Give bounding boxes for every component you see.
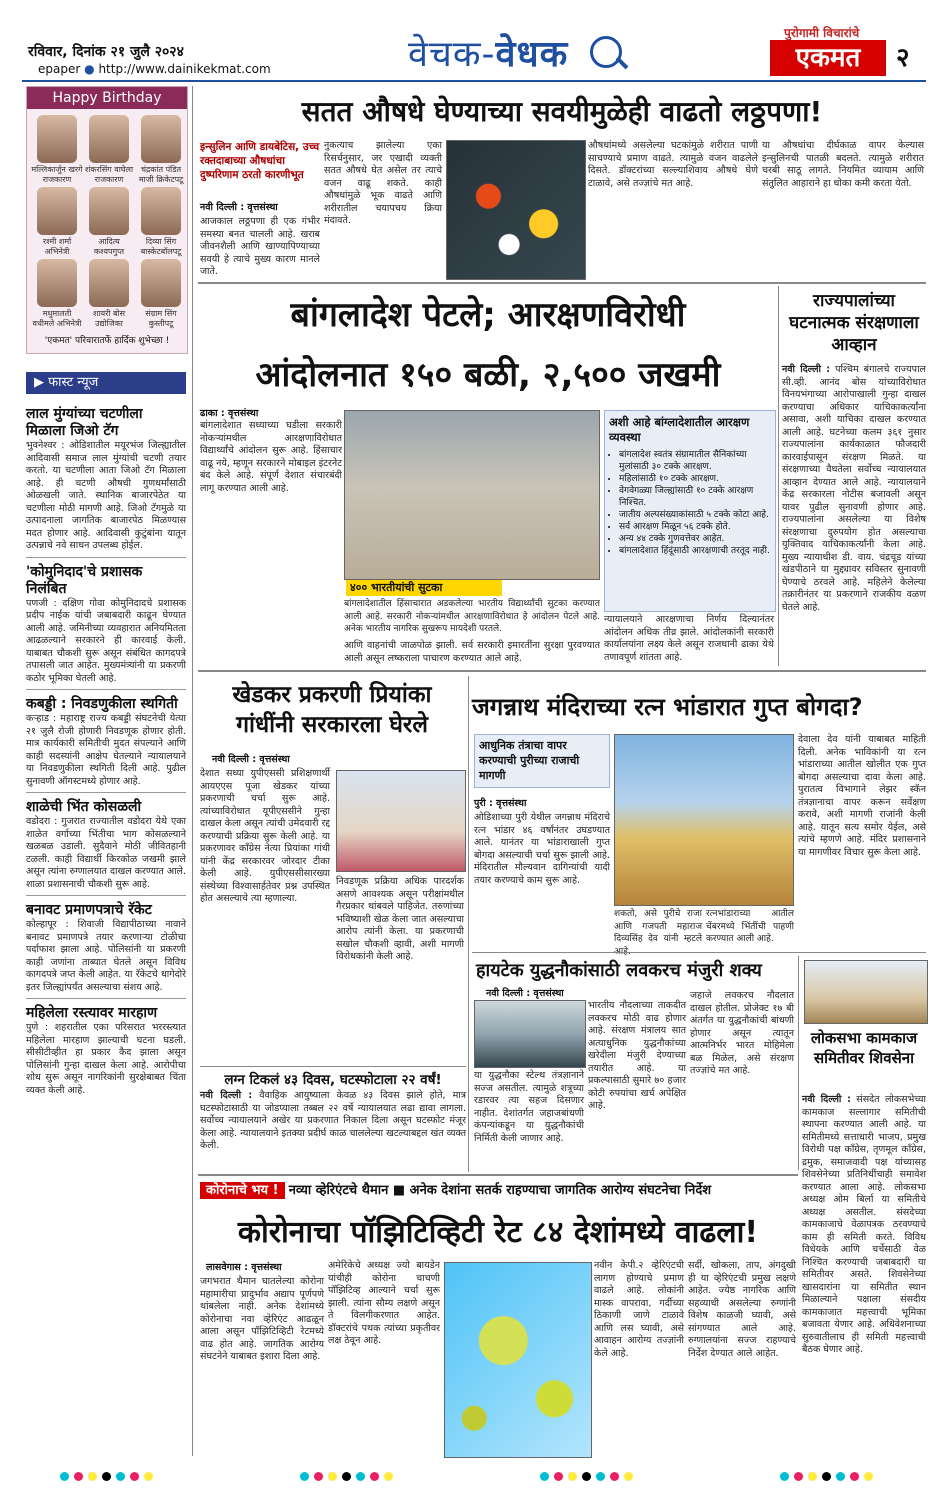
registration-dot (568, 1472, 577, 1481)
registration-dot (540, 1472, 549, 1481)
box-list-item: • बांगलादेशात हिंदूंसाठी आरक्षणाची तरतूद नाही. (619, 545, 775, 557)
fast-news-column (26, 400, 186, 1460)
news-separator (26, 895, 186, 896)
header-rule (22, 80, 926, 82)
birthday-photo (37, 115, 77, 163)
box-title: अशी आहे बांग्लादेशातील आरक्षण व्यवस्था (609, 415, 750, 444)
birthday-name: मधुमालती वधीमले अभिनेत्री (32, 309, 82, 328)
registration-dot (60, 1472, 69, 1481)
box-list-item: • सर्व आरक्षण मिळून ५६ टक्के होते. (619, 521, 775, 533)
rule-7v (798, 956, 799, 1170)
color-registration-bar (0, 1470, 945, 1484)
story8-col3: नवीन केपी.२ व्हेरिएंटची लागण होण्याचे प्रमाण वाढले आहे. लोकांनी मास्क वापरावा, गर्दीच्या ठिकाणी जाणे टाळावे आणि लस घ्यावी, असे आवाहन आरोग्य तज्ज्ञांनी केले आहे. (594, 1260, 684, 1359)
story5-caption-right: रत्नभांडाराच्या आतील चेंबरमध्ये भिंतींची पाहणी करण्यात आली आहे. (706, 909, 794, 944)
news-separator (26, 557, 186, 558)
story8-col1: जगभरात थैमान घातलेल्या कोरोना महामारीचा प्रादुर्भाव अद्याप पूर्णपणे थांबलेला नाही. अनेक देशांमध्ये कोरोनाचा नवा व्हेरिएंट आढळून आला असून पॉझिटिव्हिटी रेटमध्ये वाढ होत आहे. जागतिक आरोग्य संघटनेने याबाबत इशारा दिला आहे. (200, 1276, 324, 1362)
story1-col2: नुकत्याच झालेल्या एका रिसर्चनुसार, जर एखादी व्यक्ती सतत औषधे घेत असेल तर त्याचे वजन वाढू शकते. काही औषधांमुळे भूक वाढते आणि शरीरातील चयापचय क्रिया मंदावते. (324, 140, 442, 226)
story1-headline: सतत औषधे घेण्याच्या सवयीमुळेही वाढतो लठ्ठपणा! (301, 95, 823, 128)
registration-dot (328, 1472, 337, 1481)
story3-body: नवी दिल्ली : पश्चिम बंगालचे राज्यपाल सी.व्ही. आनंद बोस यांच्याविरोधात विनयभंगाच्या आरोपाखाली गुन्हा दाखल करण्याचा अधिकार याचिकाकर्त्यांना असावा, अशी याचिका दाखल करण्यात आली आहे. घटनेच्या कलम ३६१ नुसार राज्यपालांना कार्यकाळात फौजदारी कारवाईपासून संरक्षण मिळते. या संरक्षणाच्या वैधतेला सर्वोच्च न्यायालयात आव्हान देण्यात आले आहे. न्यायालयाने केंद्र सरकारला नोटीस बजावली असून यावर पुढील सुनावणी होणार आहे. राज्यपालांना असलेल्या या विशेष संरक्षणाचा दुरुपयोग होत असल्याचा युक्तिवाद याचिकाकर्त्यांनी केला आहे. मुख्य न्यायाधीश डी. वाय. चंद्रचूड यांच्या खंडपीठाने या मुद्द्यावर सविस्तर सुनावणी घेण्याचे ठरवले आहे. महिलेने केलेल्या तक्रारीनंतर या प्रकरणाने राजकीय वळण घेतले आहे. (782, 364, 926, 613)
birthday-photo (141, 115, 181, 163)
registration-dot (88, 1472, 97, 1481)
story4-dateline: नवी दिल्ली : वृत्तसंस्था (212, 754, 290, 765)
story4-col1: देशात सध्या युपीएससी प्रशिक्षणार्थी आयएएस पूजा खेडकर यांच्या प्रकरणाची चर्चा सुरू आहे. त्यांच्याविरोधात यूपीएससीने गुन्हा दाखल केला असून त्यांची उमेदवारी रद्द करण्याची प्रक्रिया सुरू केली आहे. या प्रकरणावर काँग्रेस नेत्या प्रियांका गांधी यांनी केंद्र सरकारवर जोरदार टीका केली आहे. युपीएससीसारख्या संस्थेच्या विश्वासार्हतेवर प्रश्न उपस्थित होत असल्याचे त्या म्हणाल्या. (200, 768, 330, 904)
fast-news-body: कऱ्हाड : महाराष्ट्र राज्य कबड्डी संघटनेची येत्या २१ जुलै रोजी होणारी निवडणूक होणार होती. मात्र कार्यकारी समितीची मुदत संपल्याने आणि काही सदस्यांनी आक्षेप घेतल्याने न्यायालयाने या निवडणुकीला स्थगिती दिली आहे. पुढील सुनावणी ऑगस्टमध्ये होणार आहे. (26, 713, 186, 787)
story1-dateline: नवी दिल्ली : वृत्तसंस्था (200, 202, 278, 213)
story5-col2: देवाला देव यांनी याबाबत माहिती दिली. अनेक भाविकांनी या रत्न भांडाराच्या आतील खोलीत एक गुप्त बोगदा असल्याचा दावा केला आहे. पुरातत्व विभागाने लेझर स्कॅन तंत्रज्ञानाचा वापर करून सर्वेक्षण करावे, अशी मागणी राजांनी केली आहे. यातून सत्य समोर येईल, असे त्यांचे म्हणणे आहे. मंदिर प्रशासनाने या मागणीवर विचार सुरू केला आहे. (798, 734, 926, 858)
story4-bottom-body: नवी दिल्ली : वैवाहिक आयुष्याला केवळ ४३ दिवस झाले होते, मात्र घटस्फोटासाठी या जोडप्याला तब्बल २२ वर्षे न्यायालयात लढा द्यावा लागला. सर्वोच्च न्यायालयाने अखेर या प्रकरणात निकाल दिला असून घटस्फोट मंजूर केला आहे. न्यायालयाने इतक्या प्रदीर्घ काळ चाललेल्या खटल्याबद्दल खंत व्यक्त केली. (200, 1090, 466, 1151)
registration-dot (780, 1472, 789, 1481)
story5-caption-left: शकतो, असे पुरीचे राजा आणि गजपती महाराज दिव्यसिंह देव यांनी म्हटले (614, 909, 702, 944)
bangladesh-protest-photo (344, 410, 600, 580)
story5-col1: ओडिशाच्या पुरी येथील जगन्नाथ मंदिराचे रत्न भांडार ४६ वर्षांनंतर उघडण्यात आले. यानंतर या भांडाराखाली गुप्त बोगदा असल्याची चर्चा सुरू झाली आहे. मंदिरातील मौल्यवान दागिन्यांची यादी तयार करण्याचे काम सुरू आहे. (474, 812, 610, 886)
story4-col2: निवडणूक प्रक्रिया अधिक पारदर्शक असणे आवश्यक असून परीक्षांमधील गैरप्रकार थांबवले पाहिजेत. तरुणांच्या भविष्याशी खेळ केला जात असल्याचा आरोप त्यांनी केला. या प्रकरणाची सखोल चौकशी व्हावी, अशी मागणी विरोधकांनी केली आहे. (336, 876, 464, 962)
registration-dot (74, 1472, 83, 1481)
coronavirus-photo (444, 1262, 592, 1458)
registration-dot (356, 1472, 365, 1481)
rule-5v (468, 676, 469, 1172)
story8-col4: सर्दी, खोकला, ताप, अंगदुखी ही या व्हेरिएंटची प्रमुख लक्षणे आहेत. ज्येष्ठ नागरिक आणि सहव्याधी असलेल्या रुग्णांनी विशेष काळजी घ्यावी, असे सांगण्यात आले आहे. रुग्णालयांना सज्ज राहण्याचे निर्देश देण्यात आले आहेत. (688, 1260, 796, 1359)
birthday-name: रश्मी शर्मा अभिनेत्री (42, 237, 72, 256)
birthday-photo (141, 259, 181, 307)
registration-dot (144, 1472, 153, 1481)
story6-headline: हायटेक युद्धनौकांसाठी लवकरच मंजुरी शक्य (476, 960, 762, 981)
story2-photo-text: बांगलादेशातील हिंसाचारात अडकलेल्या भारतीय विद्यार्थ्यांची सुटका करण्यात आली आहे. सरकारी नोकऱ्यांमधील आरक्षणाविरोधात हे आंदोलन पेटले आहे. अनेक भारतीय नागरिक सुखरूप मायदेशी परतले. (344, 599, 600, 634)
story7-headline: लोकसभा कामकाज समितीवर शिवसेना (810, 1029, 918, 1067)
birthday-name: दिव्या सिंग बास्केटबॉलपटू (140, 237, 182, 256)
jagannath-temple-photo (614, 734, 794, 906)
birthday-name: आदित्य कश्यपगुप्त (93, 237, 125, 256)
corona-ticker (200, 1180, 796, 1202)
box-list-item: • अन्य ४४ टक्के गुणवत्तेवर आहेत. (619, 533, 775, 545)
birthday-photo (89, 115, 129, 163)
fast-news-body: पणजी : दक्षिण गोवा कोमुनिदादचे प्रशासक प्रदीप नाईक यांची जबाबदारी काढून घेण्यात आली आहे. जमिनीच्या व्यवहारात अनियमितता आढळल्याने सरकारने ही कारवाई केली. याबाबत चौकशी सुरू असून संबंधित कागदपत्रे तपासली जात आहेत. मुख्यमंत्र्यांनी या प्रकरणी कठोर भूमिका घेतली आहे. (26, 597, 186, 684)
story1-col1: आजकाल लठ्ठपणा ही एक गंभीर समस्या बनत चालली आहे. खराब जीवनशैली आणि खाण्यापिण्याच्या सवयी हे त्याचे मुख्य कारण मानले जाते. (200, 216, 320, 277)
story6-dateline: नवी दिल्ली : वृत्तसंस्था (486, 988, 564, 999)
rule-4 (200, 1066, 466, 1067)
story2-headline-2: आंदोलनात १५० बळी, २,५०० जखमी (255, 355, 721, 395)
registration-dot (822, 1472, 831, 1481)
story8-dateline: लासवेगास : वृत्तसंस्था (206, 1262, 282, 1273)
birthday-name: शंकरसिंग वाघेला राजकारण (84, 165, 134, 184)
news-separator (26, 792, 186, 793)
story6-col3: जहाजे लवकरच नौदलात दाखल होतील. प्रोजेक्ट १७ बी अंतर्गत या युद्धनौकांची बांधणी होणार असून त्यातून आत्मनिर्भर भारत मोहिमेला बळ मिळेल, असे संरक्षण तज्ज्ञांचे मत आहे. (690, 990, 794, 1076)
fast-news-body: पुणे : शहरातील एका परिसरात भररस्त्यात महिलेला मारहाण झाल्याची घटना घडली. सीसीटीव्हीत हा प्रकार कैद झाला असून पोलिसांनी गुन्हा दाखल केला आहे. आरोपीचा शोध सुरू असून नागरिकांनी सुरक्षेबाबत चिंता व्यक्त केली आहे. (26, 1022, 186, 1096)
ticker-text: नव्या व्हेरिएंटचे थैमान ■ अनेक देशांना सतर्क राहण्याचा जागतिक आरोग्य संघटनेचा निर्देश (288, 1183, 712, 1198)
registration-dot (836, 1472, 845, 1481)
birthday-name: शायरी बोस उद्योजिका (92, 309, 126, 328)
story2-dateline: ढाका : वृत्तसंस्था (200, 408, 259, 419)
fast-news-headline: महिलेला रस्त्यावर मारहाण (26, 1005, 158, 1021)
birthday-wish: 'एकमत' परिवारातर्फे हार्दिक शुभेच्छा ! (44, 336, 170, 346)
story1-col4: या औषधांचा दीर्घकाळ वापर केल्यास इन्सुलिनची पातळी बदलते. त्यामुळे शरीरात चरबी साठू लागते. नियमित व्यायाम आणि संतुलित आहाराने हा धोका कमी करता येतो. (762, 140, 924, 189)
birthday-photo (37, 187, 77, 235)
registration-dot (130, 1472, 139, 1481)
story3-headline: राज्यपालांच्या घटनात्मक संरक्षणाला आव्हान (789, 291, 919, 355)
news-separator (26, 998, 186, 999)
warship-photo (474, 1000, 586, 1068)
rule-6 (472, 952, 926, 953)
story5-subbox: आधुनिक तंत्राचा वापर करण्याची पुरीच्या राजाची मागणी (474, 734, 610, 788)
registration-dot (582, 1472, 591, 1481)
priyanka-gandhi-photo (336, 770, 466, 872)
registration-dot (596, 1472, 605, 1481)
birthday-name: चंद्रकांत पंडित माजी क्रिकेटपटू (138, 165, 184, 184)
section-brand: वेचक-वेधक (408, 34, 569, 75)
birthday-photo (141, 187, 181, 235)
box-list-item: • बांगलादेश स्वतंत्र संग्रामातील सैनिकांच्या मुलांसाठी ३० टक्के आरक्षण. (619, 449, 775, 473)
story5-dateline: पुरी : वृत्तसंस्था (474, 798, 527, 809)
birthday-box (26, 86, 188, 354)
story1-subhead: इन्सुलिन आणि डायबेटिस, उच्च रक्तदाबाच्या औषधांचा दुष्परिणाम ठरतो कारणीभूत (200, 141, 320, 181)
story8-headline: कोरोनाचा पॉझिटिव्हिटी रेट ८४ देशांमध्ये वाढला! (237, 1215, 759, 1250)
story2-col4: न्यायालयाने आरक्षणाचा निर्णय दिल्यानंतर आंदोलन अधिक तीव्र झाले. आंदोलकांनी सरकारी कार्यालयांना लक्ष्य केले असून राजधानी ढाका येथे तणावपूर्ण शांतता आहे. (604, 614, 774, 663)
story2-headline-1: बांगलादेश पेटले; आरक्षणविरोधी (290, 295, 686, 335)
rule-3 (198, 670, 926, 672)
epaper-url[interactable]: epaper ● http://www.dainikekmat.com (38, 62, 271, 76)
page-date: रविवार, दिनांक २१ जुलै २०२४ (28, 44, 184, 60)
fast-news-headline: लाल मुंग्यांच्या चटणीला मिळाला जिओ टॅग (26, 406, 143, 439)
rule-2v (778, 286, 779, 666)
pills-photo (446, 140, 586, 280)
registration-dot (850, 1472, 859, 1481)
story4-headline: खेडकर प्रकरणी प्रियांका गांधींनी सरकारला घेरले (232, 682, 432, 738)
news-separator (26, 689, 186, 690)
registration-dot (314, 1472, 323, 1481)
birthday-name: मल्लिकार्जुन खरगे राजकारण (31, 165, 83, 184)
ticker-tag: कोरोनाचे भय ! (200, 1182, 285, 1199)
registration-dot (794, 1472, 803, 1481)
registration-dot (102, 1472, 111, 1481)
birthday-photo (37, 259, 77, 307)
rule-1 (198, 282, 926, 284)
box-list (605, 449, 775, 557)
registration-dot (370, 1472, 379, 1481)
page-number: २ (896, 43, 910, 73)
fast-news-headline: शाळेची भिंत कोसळली (26, 799, 142, 815)
fast-news-body: भुवनेश्वर : ओडिशातील मयूरभंज जिल्ह्यातील आदिवासी समाज लाल मुंग्यांची चटणी तयार करतो. या चटणीला आता जिओ टॅग मिळाला आहे. ही चटणी औषधी गुणधर्मांसाठी ओळखली जाते. स्थानिक बाजारपेठेत या चटणीला मोठी मागणी आहे. जिओ टॅगमुळे या उत्पादनाला जागतिक बाजारपेठ मिळण्यास मदत होणार आहे. आदिवासी कुटुंबांना यातून उत्पन्नाचे नवे साधन उपलब्ध होईल. (26, 440, 186, 551)
birthday-photo (89, 187, 129, 235)
registration-dot (342, 1472, 351, 1481)
registration-dot (864, 1472, 873, 1481)
box-list-item: • महिलांसाठी १० टक्के आरक्षण. (619, 473, 775, 485)
story2-col3: आणि वाहनांची जाळपोळ झाली. सर्व सरकारी इमारतींना सुरक्षा पुरवण्यात आली असून लष्कराला पाचारण करण्यात आले आहे. (344, 640, 600, 664)
logo-tagline: पुरोगामी विचारांचे (784, 26, 860, 40)
rule-8 (198, 1174, 798, 1176)
story7-body: नवी दिल्ली : संसदेत लोकसभेच्या कामकाज सल्लागार समितीची स्थापना करण्यात आली आहे. या समितीमध्ये सत्ताधारी भाजप, प्रमुख विरोधी पक्ष काँग्रेस, तृणमूल काँग्रेस, द्रमुक, समाजवादी पक्ष यांच्यासह शिवसेनेच्या प्रतिनिधींचाही समावेश करण्यात आला आहे. लोकसभा अध्यक्ष ओम बिर्ला या समितीचे अध्यक्ष असतील. संसदेच्या कामकाजाचे वेळापत्रक ठरवण्याचे काम ही समिती करते. विविध विधेयके आणि चर्चेसाठी वेळ निश्चित करण्याची जबाबदारी या समितीवर असते. शिवसेनेच्या खासदारांना या समितीत स्थान मिळाल्याने पक्षाला संसदीय कामकाजात महत्त्वाची भूमिका बजावता येणार आहे. अधिवेशनाच्या सुरुवातीलाच ही समिती महत्त्वाची बैठक घेणार आहे. (802, 1094, 927, 1355)
registration-dot (624, 1472, 633, 1481)
fast-news-headline: 'कोमुनिदाद'चे प्रशासक निलंबित (26, 563, 143, 597)
registration-dot (554, 1472, 563, 1481)
fast-news-header: ▶ फास्ट न्यूज (26, 372, 186, 394)
registration-dot (808, 1472, 817, 1481)
story6-col1: भारतीय नौदलाच्या ताकदीत लवकरच मोठी वाढ होणार आहे. संरक्षण मंत्रालय सात अत्याधुनिक युद्धनौकांच्या खरेदीला मंजुरी देण्याच्या तयारीत आहे. या प्रकल्पासाठी सुमारे ७० हजार कोटी रुपयांचा खर्च अपेक्षित आहे. (588, 1000, 686, 1111)
story1-col3: औषधांमध्ये असलेल्या घटकांमुळे शरीरात पाणी साचण्याचे प्रमाण वाढते. त्यामुळे वजन वाढलेले दिसते. डॉक्टरांच्या सल्ल्याशिवाय औषधे घेणे टाळावे, असे तज्ज्ञांचे मत आहे. (588, 140, 758, 189)
fast-news-body: वडोदरा : गुजरात राज्यातील वडोदरा येथे एका शाळेत वर्गाच्या भिंतीचा भाग कोसळल्याने खळबळ उडाली. सुदैवाने मोठी जीवितहानी टळली. काही विद्यार्थी किरकोळ जखमी झाले असून त्यांना रुग्णालयात दाखल करण्यात आले. शाळा प्रशासनाची चौकशी सुरू आहे. (26, 816, 186, 890)
registration-dot (116, 1472, 125, 1481)
story8-col2: अमेरिकेचे अध्यक्ष ज्यो बायडेन यांचीही कोरोना चाचणी पॉझिटिव्ह आल्याने चर्चा सुरू झाली. त्यांना सौम्य लक्षणे असून ते विलगीकरणात आहेत. डॉक्टरांचे पथक त्यांच्या प्रकृतीवर लक्ष ठेवून आहे. (328, 1260, 440, 1346)
box-list-item: • जातीय अल्पसंख्याकांसाठी ५ टक्के कोटा आहे. (619, 509, 775, 521)
sidebar-divider (192, 86, 193, 1456)
fast-news-headline: कबड्डी : निवडणुकीला स्थगिती (26, 696, 178, 712)
fast-news-headline: बनावट प्रमाणपत्राचे रॅकेट (26, 902, 152, 918)
parliament-photo (804, 960, 928, 1024)
registration-dot (384, 1472, 393, 1481)
newspaper-logo: एकमत (770, 40, 886, 76)
box-list-item: • वेगवेगळ्या जिल्ह्यांसाठी १० टक्के आरक्षण निश्चित. (619, 485, 775, 509)
birthday-photo (89, 259, 129, 307)
story4-bottom-headline: लग्न टिकलं ४३ दिवस, घटस्फोटाला २२ वर्षं! (224, 1072, 442, 1088)
registration-dot (610, 1472, 619, 1481)
birthday-name: संग्राम सिंग कुस्तीपटू (145, 309, 177, 328)
magnifier-icon (590, 36, 622, 68)
story6-col2: या युद्धनौका स्टेल्थ तंत्रज्ञानाने सज्ज असतील. त्यामुळे शत्रूच्या रडारवर त्या सहज दिसणार नाहीत. देशांतर्गत जहाजबांधणी कंपन्यांकडून या युद्धनौकांची निर्मिती केली जाणार आहे. (474, 1070, 584, 1144)
photo-caption-rescue: ४०० भारतीयांची सुटका (346, 580, 502, 596)
fast-news-body: कोल्हापूर : शिवाजी विद्यापीठाच्या नावाने बनावट प्रमाणपत्रे तयार करणाऱ्या टोळीचा पर्दाफाश झाला आहे. पोलिसांनी या प्रकरणी काही जणांना ताब्यात घेतले असून विविध कागदपत्रे जप्त केली आहेत. या रॅकेटचे धागेदोरे इतर जिल्ह्यांपर्यंत असल्याचा संशय आहे. (26, 919, 186, 993)
story5-headline: जगन्नाथ मंदिराच्या रत्न भांडारात गुप्त बोगदा? (472, 693, 863, 721)
birthday-title: Happy Birthday (27, 87, 187, 109)
reservation-system-box (604, 410, 776, 612)
registration-dot (300, 1472, 309, 1481)
story2-col1: बांगलादेशात सध्याच्या घडीला सरकारी नोकऱ्यांमधील आरक्षणाविरोधात विद्यार्थ्यांचे आंदोलन सुरू आहे. हिंसाचार वाढू नये, म्हणून सरकारने मोबाइल इंटरनेट बंद केले आहे. संपूर्ण देशात संचारबंदी लागू करण्यात आली आहे. (200, 420, 342, 494)
